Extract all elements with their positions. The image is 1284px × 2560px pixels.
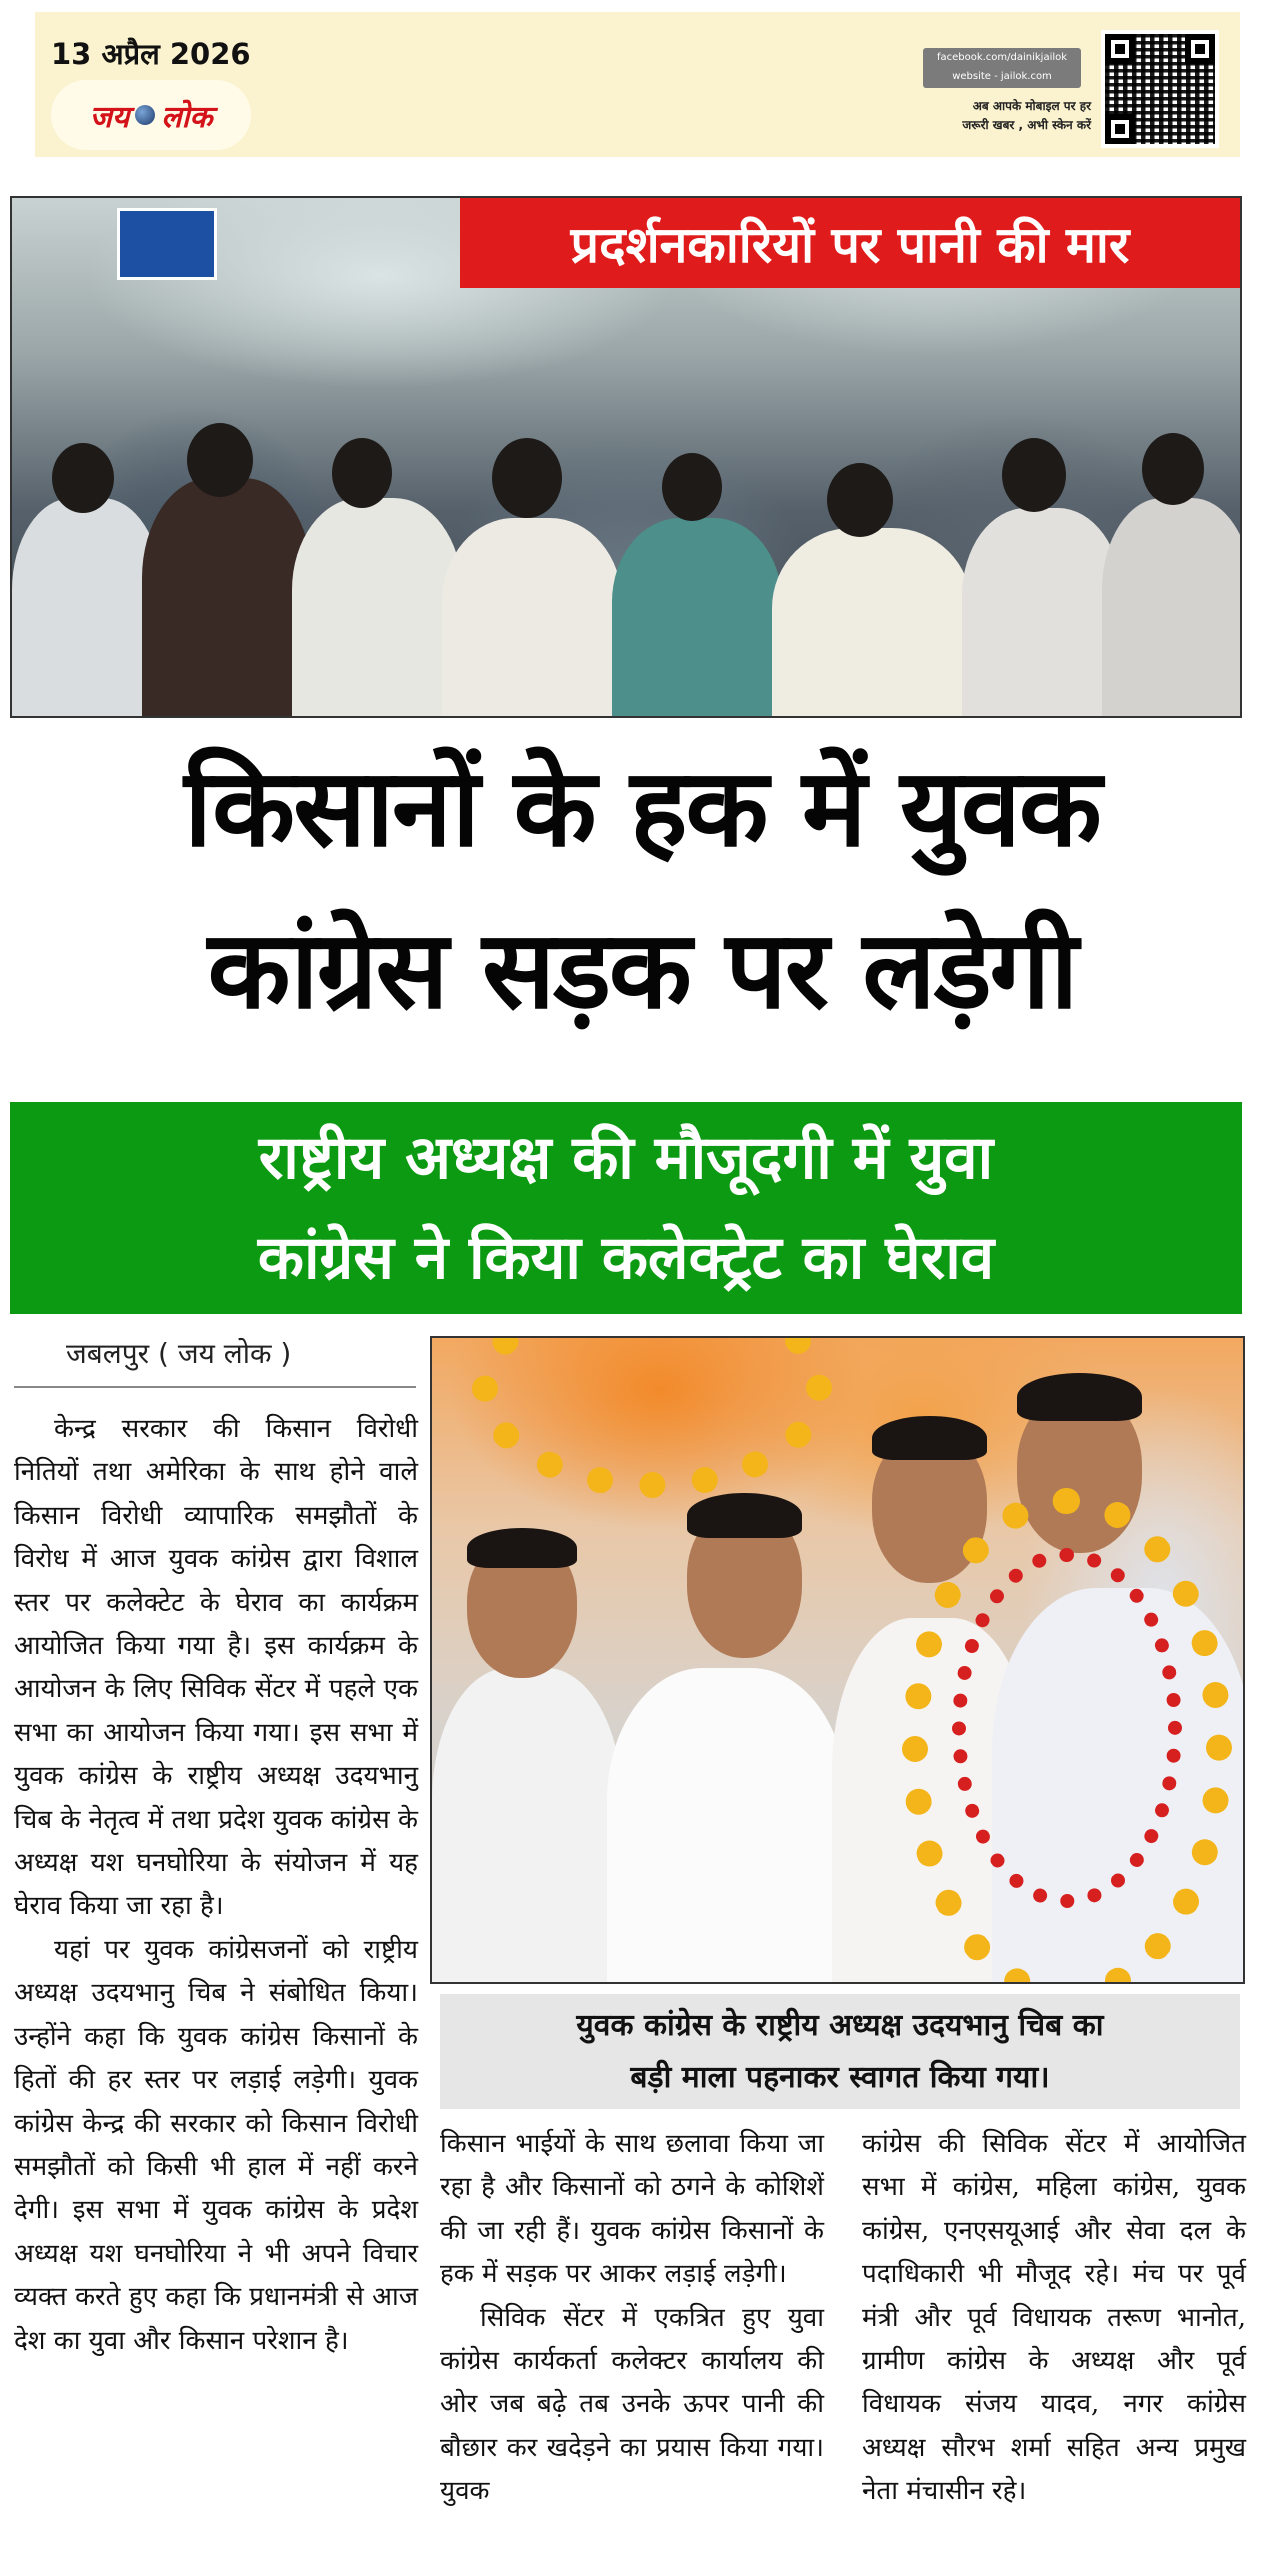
social-links-box (923, 48, 1081, 88)
article-paragraph: सिविक सेंटर में एकत्रित हुए युवा कांग्रेस कार्यकर्ता कलेक्टर कार्यालय की ओर जब बढ़े तब उनके ऊपर पानी की बौछार कर खदेड़ने का प्रयास किया गया।युवक (440, 2302, 824, 2507)
crowd-figure (292, 498, 462, 718)
article-paragraph: यहां पर युवक कांग्रेसजनों को राष्ट्रीय अध्यक्ष उदयभानु चिब ने संबोधित किया। उन्होंने कहा कि युवक कांग्रेस किसानों के हितों की हर स्तर पर लड़ाई लड़ेगी। युवक कांग्रेस केन्द्र की सरकार को किसान विरोधी समझौतों को किसी भी हाल में नहीं करने देगी। इस सभा में युवक कांग्रेस के प्रदेश अध्यक्ष यश घनघोरिया ने भी अपने विचार व्यक्त करते हुए कहा कि प्रधानमंत्री से आज देश का युवा और किसान परेशान है। (14, 1934, 418, 2356)
qr-code-pattern (1105, 34, 1215, 144)
article-column-middle (440, 2123, 824, 2514)
dateline-divider (14, 1386, 416, 1388)
article-paragraph: किसान भाईयों के साथ छलावा किया जा रहा है और किसानों को ठगने के कोशिशें की जा रही हैं। युवक कांग्रेस किसानों के हक में सड़क पर आकर लड़ाई लड़ेगी। (440, 2129, 824, 2290)
person-hair (687, 1493, 802, 1538)
person-shirt (432, 1668, 622, 1984)
qr-finder-bottom-left (1105, 114, 1135, 144)
facebook-link[interactable]: facebook.com/dainikjailok (936, 52, 1068, 63)
flower-garland (472, 1336, 832, 1498)
article-column-left (14, 1408, 418, 2363)
masthead (35, 12, 1240, 157)
crowd-figure-head (1002, 438, 1066, 512)
qr-finder-top-right (1185, 34, 1215, 64)
welcome-photo (430, 1336, 1245, 1984)
crowd-figure (1102, 498, 1242, 718)
headline-line1: किसानों के हक में युवक (184, 746, 1100, 871)
person-hair (872, 1416, 987, 1460)
jailok-logo[interactable] (51, 80, 251, 150)
crowd-figure-head (1142, 433, 1204, 505)
crowd-figure-head (332, 438, 392, 508)
photo-caption-line1: युवक कांग्रेस के राष्ट्रीय अध्यक्ष उदयभानु चिब का (576, 2008, 1104, 2043)
flower-garland-red (952, 1548, 1182, 1908)
person-hair (1017, 1373, 1142, 1421)
dateline: जबलपुर ( जय लोक ) (66, 1337, 292, 1370)
scan-prompt (913, 97, 1091, 135)
scan-prompt-line2: जरूरी खबर , अभी स्केन करें (962, 118, 1091, 132)
road-sign-graphic (117, 208, 217, 280)
crowd-figure (442, 518, 622, 718)
person-shirt (607, 1668, 847, 1984)
issue-date: 13 अप्रैल 2026 (51, 37, 251, 71)
website-link[interactable]: website - jailok.com (952, 71, 1052, 82)
crowd-figure-head (492, 438, 562, 518)
person-hair (467, 1528, 577, 1568)
crowd-figure-head (52, 443, 114, 513)
headline-line2: कांग्रेस सड़क पर लड़ेगी (207, 908, 1077, 1033)
crowd-figure-head (187, 423, 253, 497)
crowd-figure (612, 518, 782, 718)
article-paragraph: केन्द्र सरकार की किसान विरोधी नितियों तथा अमेरिका के साथ होने वाले किसान विरोधी व्यापारिक समझौतों के विरोध में आज युवक कांग्रेस द्वारा विशाल स्तर पर कलेक्टेट के घेराव का कार्यक्रम आयोजित किया गया है। इस कार्यक्रम के आयोजन के लिए सिविक सेंटर में पहले एक सभा का आयोजन किया गया। इस सभा में युवक कांग्रेस के राष्ट्रीय अध्यक्ष उदयभानु चिब के नेतृत्व में तथा प्रदेश युवक कांग्रेस के अध्यक्ष यश घनघोरिया के संयोजन में यह घेराव किया जा रहा है। (14, 1414, 418, 1922)
crowd-figure-head (827, 463, 893, 537)
photo-banner: प्रदर्शनकारियों पर पानी की मार (460, 198, 1240, 288)
scan-prompt-line1: अब आपके मोबाइल पर हर (972, 99, 1091, 113)
qr-finder-top-left (1105, 34, 1135, 64)
logo-text-right: लोक (161, 99, 213, 135)
qr-code-icon[interactable] (1101, 30, 1219, 148)
photo-caption-line2: बड़ी माला पहनाकर स्वागत किया गया। (630, 2060, 1050, 2095)
subheadline-line1: राष्ट्रीय अध्यक्ष की मौजूदगी में युवा (258, 1123, 994, 1193)
crowd-figure (962, 508, 1122, 718)
subheadline (10, 1102, 1242, 1314)
photo-caption (440, 1994, 1240, 2109)
globe-icon (135, 105, 155, 125)
main-headline (0, 728, 1284, 1052)
crowd-figure-head (662, 453, 722, 521)
subheadline-line2: कांग्रेस ने किया कलेक्ट्रेट का घेराव (257, 1223, 995, 1293)
crowd-figure (772, 528, 972, 718)
crowd-figure (12, 498, 162, 718)
logo-text-left: जय (89, 99, 130, 135)
crowd-figure (142, 478, 312, 718)
article-paragraph: कांग्रेस की सिविक सेंटर में आयोजित सभा में कांग्रेस, महिला कांग्रेस, युवक कांग्रेस, एनएसयूआई और सेवा दल के पदाधिकारी भी मौजूद रहे। मंच पर पूर्व मंत्री और पूर्व विधायक तरूण भानोत, ग्रामीण कांग्रेस के अध्यक्ष और पूर्व विधायक संजय यादव, नगर कांग्रेस अध्यक्ष सौरभ शर्मा सहित अन्य प्रमुख नेता मंचासीन रहे। (862, 2129, 1246, 2507)
protest-photo (10, 196, 1242, 718)
article-column-right (862, 2123, 1246, 2514)
